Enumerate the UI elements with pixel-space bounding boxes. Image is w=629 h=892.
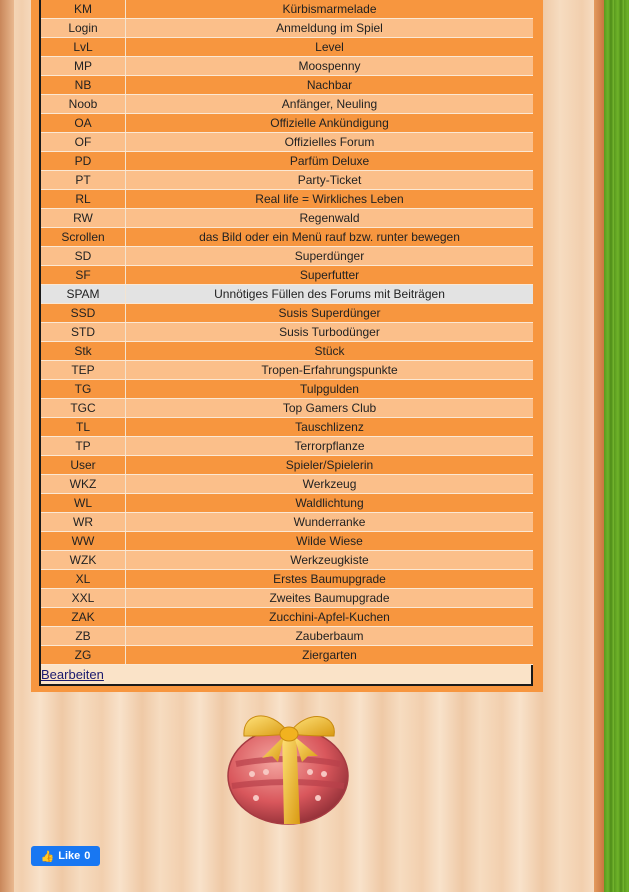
abbreviation-cell: WR [41, 513, 126, 532]
abbreviation-cell: User [41, 456, 126, 475]
meaning-cell: Ziergarten [126, 646, 534, 665]
abbreviation-cell: Login [41, 19, 126, 38]
meaning-cell: Offizielles Forum [126, 133, 534, 152]
abbreviation-cell: SPAM [41, 285, 126, 304]
meaning-cell: Zucchini-Apfel-Kuchen [126, 608, 534, 627]
abbreviation-cell: ZAK [41, 608, 126, 627]
abbreviation-cell: OF [41, 133, 126, 152]
meaning-cell: Wunderranke [126, 513, 534, 532]
table-row [41, 361, 533, 380]
table-row [41, 171, 533, 190]
table-row [41, 456, 533, 475]
content-frame [31, 0, 543, 692]
table-row [41, 0, 533, 19]
abbreviation-cell: TEP [41, 361, 126, 380]
meaning-cell: Zauberbaum [126, 627, 534, 646]
meaning-cell: Superdünger [126, 247, 534, 266]
abbreviation-cell: TL [41, 418, 126, 437]
meaning-cell: Terrorpflanze [126, 437, 534, 456]
table-row [41, 285, 533, 304]
table-row [41, 57, 533, 76]
table-row [41, 133, 533, 152]
table-row [41, 475, 533, 494]
abbreviation-cell: TG [41, 380, 126, 399]
table-row [41, 95, 533, 114]
table-row [41, 38, 533, 57]
table-row [41, 380, 533, 399]
like-label: Like [58, 850, 81, 862]
table-row [41, 627, 533, 646]
meaning-cell: Party-Ticket [126, 171, 534, 190]
table-row [41, 19, 533, 38]
meaning-cell: Anfänger, Neuling [126, 95, 534, 114]
table-row [41, 247, 533, 266]
facebook-like-button[interactable] [31, 846, 100, 866]
table-row [41, 76, 533, 95]
meaning-cell: Kürbismarmelade [126, 0, 534, 19]
meaning-cell: Werkzeug [126, 475, 534, 494]
table-row [41, 418, 533, 437]
table-row [41, 190, 533, 209]
abbreviation-cell: MP [41, 57, 126, 76]
table-row [41, 399, 533, 418]
abbreviation-cell: OA [41, 114, 126, 133]
meaning-cell: Nachbar [126, 76, 534, 95]
table-row [41, 228, 533, 247]
meaning-cell: Waldlichtung [126, 494, 534, 513]
thumbs-up-icon: 👍 [40, 850, 55, 863]
meaning-cell: Erstes Baumupgrade [126, 570, 534, 589]
meaning-cell: Susis Superdünger [126, 304, 534, 323]
like-count: 0 [84, 850, 91, 862]
table-row [41, 114, 533, 133]
table-row [41, 304, 533, 323]
meaning-cell: Unnötiges Füllen des Forums mit Beiträgen [126, 285, 534, 304]
meaning-cell: das Bild oder ein Menü rauf bzw. runter bewegen [126, 228, 534, 247]
meaning-cell: Tropen-Erfahrungspunkte [126, 361, 534, 380]
abbreviation-cell: SD [41, 247, 126, 266]
content-panel [39, 0, 533, 686]
abbreviation-table [41, 0, 533, 665]
abbreviation-cell: ZG [41, 646, 126, 665]
abbreviation-cell: RW [41, 209, 126, 228]
table-row [41, 494, 533, 513]
abbreviation-cell: Stk [41, 342, 126, 361]
table-row [41, 608, 533, 627]
abbreviation-cell: PD [41, 152, 126, 171]
right-wood-edge [594, 0, 604, 892]
meaning-cell: Zweites Baumupgrade [126, 589, 534, 608]
abbreviation-cell: SF [41, 266, 126, 285]
meaning-cell: Superfutter [126, 266, 534, 285]
abbreviation-cell: RL [41, 190, 126, 209]
abbreviation-cell: ZB [41, 627, 126, 646]
meaning-cell: Level [126, 38, 534, 57]
abbreviation-cell: SSD [41, 304, 126, 323]
abbreviation-cell: WL [41, 494, 126, 513]
table-row [41, 266, 533, 285]
meaning-cell: Tauschlizenz [126, 418, 534, 437]
meaning-cell: Wilde Wiese [126, 532, 534, 551]
easter-egg-icon [222, 706, 356, 826]
table-row [41, 551, 533, 570]
meaning-cell: Regenwald [126, 209, 534, 228]
table-row [41, 152, 533, 171]
meaning-cell: Werkzeugkiste [126, 551, 534, 570]
edit-link[interactable]: Bearbeiten [41, 667, 104, 682]
abbreviation-cell: Noob [41, 95, 126, 114]
meaning-cell: Top Gamers Club [126, 399, 534, 418]
abbreviation-cell: STD [41, 323, 126, 342]
abbreviation-cell: NB [41, 76, 126, 95]
abbreviation-cell: LvL [41, 38, 126, 57]
abbreviation-cell: WKZ [41, 475, 126, 494]
abbreviation-cell: TGC [41, 399, 126, 418]
meaning-cell: Anmeldung im Spiel [126, 19, 534, 38]
grass-border [604, 0, 629, 892]
table-row [41, 589, 533, 608]
abbreviation-cell: PT [41, 171, 126, 190]
meaning-cell: Real life = Wirkliches Leben [126, 190, 534, 209]
abbreviation-cell: TP [41, 437, 126, 456]
meaning-cell: Spieler/Spielerin [126, 456, 534, 475]
abbreviation-table-body [41, 0, 533, 665]
table-row [41, 513, 533, 532]
abbreviation-cell: WZK [41, 551, 126, 570]
meaning-cell: Parfüm Deluxe [126, 152, 534, 171]
abbreviation-cell: KM [41, 0, 126, 19]
meaning-cell: Tulpgulden [126, 380, 534, 399]
table-row [41, 532, 533, 551]
left-wood-edge [0, 0, 14, 892]
meaning-cell: Stück [126, 342, 534, 361]
table-row [41, 342, 533, 361]
meaning-cell: Moospenny [126, 57, 534, 76]
table-row [41, 437, 533, 456]
table-row [41, 323, 533, 342]
meaning-cell: Susis Turbodünger [126, 323, 534, 342]
table-row [41, 646, 533, 665]
meaning-cell: Offizielle Ankündigung [126, 114, 534, 133]
table-row [41, 209, 533, 228]
abbreviation-cell: XL [41, 570, 126, 589]
abbreviation-cell: XXL [41, 589, 126, 608]
abbreviation-cell: Scrollen [41, 228, 126, 247]
abbreviation-cell: WW [41, 532, 126, 551]
table-row [41, 570, 533, 589]
